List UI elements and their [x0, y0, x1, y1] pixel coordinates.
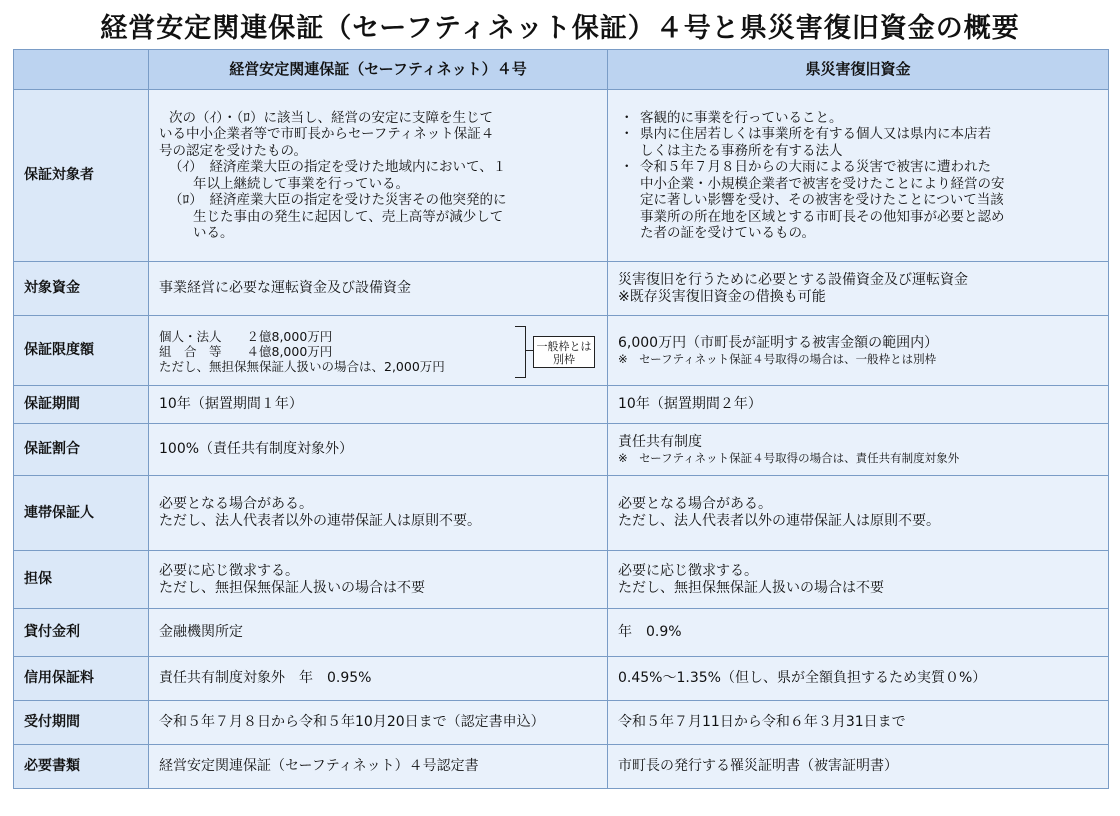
row-fee [14, 657, 1109, 701]
row-ratio [14, 424, 1109, 476]
row-rate [14, 609, 1109, 657]
row-label-docs: 必要書類 [14, 745, 149, 789]
row-label-guarantor: 連帯保証人 [14, 476, 149, 551]
fee-right: 0.45%～1.35%（但し、県が全額負担するため実質０%） [608, 657, 1109, 701]
row-label-period: 保証期間 [14, 386, 149, 424]
target-intro-3: 号の認定を受けたもの。 [159, 142, 307, 159]
rate-right: 年 0.9% [608, 609, 1109, 657]
funds-right: 災害復旧を行うために必要とする設備資金及び運転資金 ※既存災害復旧資金の借換も可能 [608, 262, 1109, 316]
row-target [14, 90, 1109, 262]
limit-individual: 個人・法人 ２億8,000万円 [159, 328, 333, 344]
collateral-right: 必要に応じ徴求する。 ただし、無担保無保証人扱いの場合は不要 [608, 551, 1109, 609]
bullet-mark: ・ [620, 109, 634, 126]
accept-left: 令和５年７月８日から令和５年10月20日まで（認定書申込） [149, 701, 608, 745]
rate-left: 金融機関所定 [149, 609, 608, 657]
target-i-2: 年以上継続して事業を行っている。 [193, 175, 409, 192]
target-left-cell [149, 90, 608, 262]
row-label-collateral: 担保 [14, 551, 149, 609]
header-row [14, 50, 1109, 90]
row-collateral [14, 551, 1109, 609]
row-label-ratio: 保証割合 [14, 424, 149, 476]
accept-right: 令和５年７月11日から令和６年３月31日まで [608, 701, 1109, 745]
fee-left: 責任共有制度対象外 年 0.95% [149, 657, 608, 701]
separate-limit-note: 一般枠とは別枠 [533, 336, 595, 368]
row-period [14, 386, 1109, 424]
row-limit [14, 316, 1109, 386]
target-bullet-3: ・ 令和５年７月８日からの大雨による災害で被害に遭われた 中小企業・小規模企業者で被害を受けたことにより経営の安 定に著しい影響を受け、その被害を受けたことについて当該 事業所の所在地を区域とする市町長その他知事が必要と認め た者の証を受けているもの。 [620, 159, 1005, 241]
period-left: 10年（据置期間１年） [149, 386, 608, 424]
target-right-cell [608, 90, 1109, 262]
header-disaster-fund: 県災害復旧資金 [608, 50, 1109, 90]
row-funds [14, 262, 1109, 316]
funds-left: 事業経営に必要な運転資金及び設備資金 [149, 262, 608, 316]
bullet-mark: ・ [620, 126, 634, 142]
row-label-limit: 保証限度額 [14, 316, 149, 386]
docs-left: 経営安定関連保証（セーフティネット）４号認定書 [149, 745, 608, 789]
row-label-target: 保証対象者 [14, 90, 149, 262]
docs-right: 市町長の発行する罹災証明書（被害証明書） [608, 745, 1109, 789]
row-guarantor [14, 476, 1109, 551]
row-label-accept: 受付期間 [14, 701, 149, 745]
overview-table [13, 49, 1109, 789]
header-blank [14, 50, 149, 90]
row-docs [14, 745, 1109, 789]
limit-right: 6,000万円（市町長が証明する被害金額の範囲内） ※ セーフティネット保証４号取得の場合は、一般枠とは別枠 [608, 316, 1109, 386]
row-label-fee: 信用保証料 [14, 657, 149, 701]
limit-left-cell [149, 316, 608, 386]
bracket-shape [515, 326, 526, 378]
bullet-mark: ・ [620, 159, 634, 175]
ratio-right: 責任共有制度 ※ セーフティネット保証４号取得の場合は、責任共有制度対象外 [608, 424, 1109, 476]
target-ro-3: いる。 [193, 225, 234, 241]
target-ro-1: （ﾛ） 経済産業大臣の指定を受けた災害その他突発的に [169, 192, 507, 208]
target-intro-2: いる中小企業者等で市町長からセーフティネット保証４ [159, 126, 495, 142]
target-bullet-2: ・ 県内に住居若しくは事業所を有する個人又は県内に本店若 しくは主たる事務所を有する法人 [620, 126, 991, 159]
row-label-rate: 貸付金利 [14, 609, 149, 657]
limit-association: 組 合 等 ４億8,000万円 [159, 343, 333, 359]
row-accept [14, 701, 1109, 745]
target-intro-1: 次の（ｲ）・（ﾛ）に該当し、経営の安定に支障を生じて [169, 109, 493, 126]
target-bullet-1: ・ 客観的に事業を行っていること。 [620, 109, 843, 126]
bracket-tick [525, 350, 533, 351]
target-i-1: （ｲ） 経済産業大臣の指定を受けた地域内において、１ [169, 159, 507, 175]
limit-unsecured: ただし、無担保無保証人扱いの場合は、2,000万円 [159, 358, 445, 374]
page-title: 経営安定関連保証（セーフティネット保証）４号と県災害復旧資金の概要 [100, 13, 1020, 44]
guarantor-left: 必要となる場合がある。 ただし、法人代表者以外の連帯保証人は原則不要。 [149, 476, 608, 551]
period-right: 10年（据置期間２年） [608, 386, 1109, 424]
target-ro-2: 生じた事由の発生に起因して、売上高等が減少して [193, 208, 504, 225]
ratio-left: 100%（責任共有制度対象外） [149, 424, 608, 476]
guarantor-right: 必要となる場合がある。 ただし、法人代表者以外の連帯保証人は原則不要。 [608, 476, 1109, 551]
header-safety-net: 経営安定関連保証（セーフティネット）４号 [149, 50, 608, 90]
row-label-funds: 対象資金 [14, 262, 149, 316]
collateral-left: 必要に応じ徴求する。 ただし、無担保無保証人扱いの場合は不要 [149, 551, 608, 609]
